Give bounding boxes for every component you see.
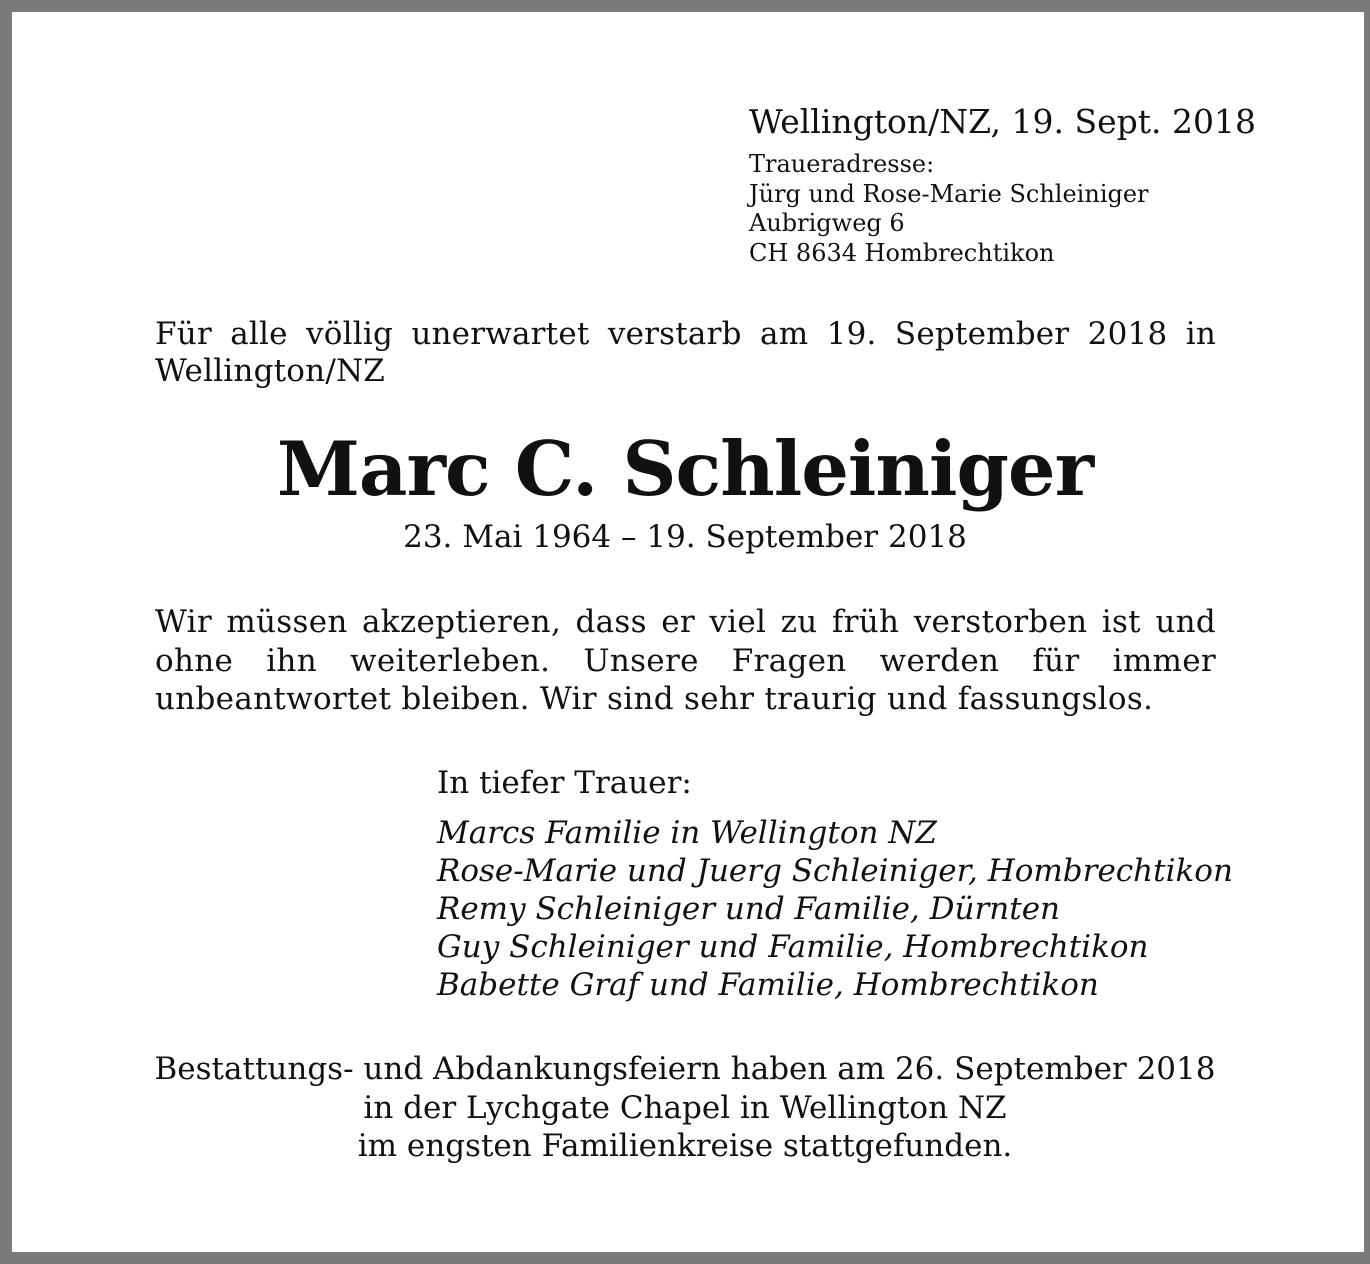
- address-names: Jürg und Rose-Marie Schleiniger: [749, 179, 1149, 208]
- place-date: Wellington/NZ, 19. Sept. 2018: [749, 102, 1256, 141]
- mourner-line: Remy Schleiniger und Familie, Dürnten: [437, 891, 1061, 927]
- mourning-label: In tiefer Trauer:: [437, 765, 692, 801]
- mourner-line: Rose-Marie und Juerg Schleiniger, Hombrechtikon: [437, 853, 1233, 889]
- funeral-notice: [0, 1050, 1370, 1166]
- condolence-paragraph: Wir müssen akzeptieren, dass er viel zu früh verstorben ist und ohne ihn weiterleben. Unsere Fragen werden für immer unbeantwortet bleiben. Wir sind sehr traurig und fassungslos.: [155, 604, 1216, 717]
- funeral-line: in der Lychgate Chapel in Wellington NZ: [363, 1089, 1007, 1126]
- address-label: Traueradresse:: [749, 150, 935, 178]
- address-street: Aubrigweg 6: [749, 209, 905, 237]
- funeral-line: im engsten Familienkreise stattgefunden.: [357, 1128, 1013, 1164]
- funeral-line: Bestattungs- und Abdankungsfeiern haben am 26. September 2018: [154, 1051, 1216, 1087]
- address-city: CH 8634 Hombrechtikon: [749, 238, 1055, 267]
- deceased-name: Marc C. Schleiniger: [276, 425, 1094, 513]
- mourner-line: Guy Schleiniger und Familie, Hombrechtikon: [437, 929, 1149, 965]
- mourning-address: [749, 150, 1149, 268]
- mourners-list: [437, 814, 1233, 1004]
- mourner-line: Babette Graf und Familie, Hombrechtikon: [437, 967, 1099, 1003]
- intro-text: Für alle völlig unerwartet verstarb am 19. September 2018 in Wellington/NZ: [155, 316, 1216, 389]
- life-dates: 23. Mai 1964 – 19. September 2018: [403, 519, 967, 555]
- mourner-line: Marcs Familie in Wellington NZ: [437, 815, 937, 851]
